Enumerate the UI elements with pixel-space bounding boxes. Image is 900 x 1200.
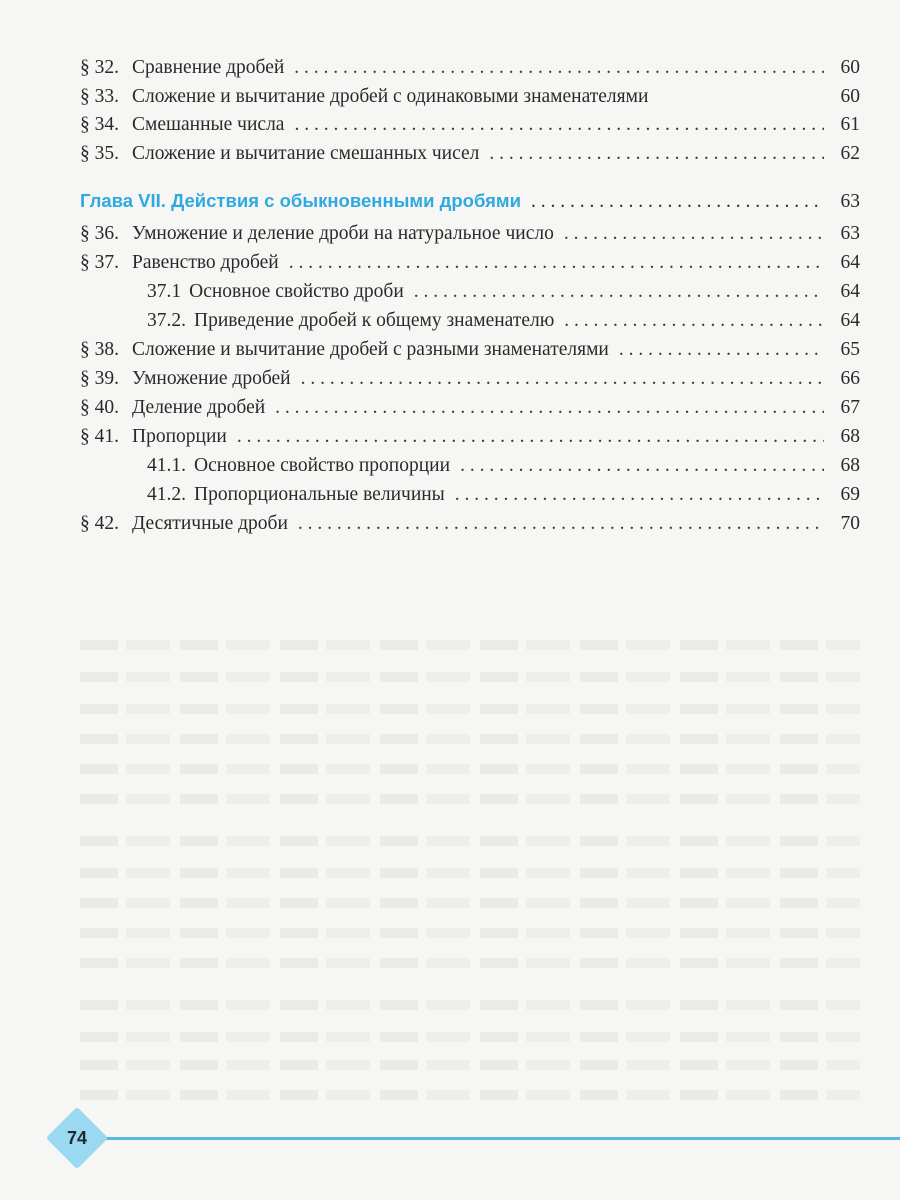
toc-page-number: 63 [840, 223, 860, 244]
toc-entry-number: § 41. [80, 426, 119, 447]
dot-leader [298, 512, 824, 536]
toc-page-number: 63 [840, 191, 860, 212]
toc-section [80, 85, 860, 109]
toc-entry-number: § 42. [80, 513, 119, 534]
dot-leader [301, 367, 824, 391]
toc-entry-number: § 34. [80, 114, 119, 135]
toc-entry-title: Деление дробей [132, 397, 266, 418]
toc-entry-number: § 36. [80, 223, 119, 244]
toc-subsection [147, 483, 860, 507]
toc-entry-title: Смешанные числа [132, 114, 285, 135]
toc-page-number: 67 [840, 397, 860, 418]
toc-entry-title: Сложение и вычитание дробей с разными знаменателями [132, 339, 609, 360]
toc-entry-number: 37.1 [147, 281, 182, 302]
toc-entry-title: Глава VII. Действия с обыкновенными дробями [80, 190, 521, 211]
toc-page-number: 70 [840, 513, 860, 534]
toc-page-number: 64 [840, 281, 860, 302]
dot-leader [414, 280, 824, 304]
toc-page-number: 61 [840, 114, 860, 135]
footer-rule [100, 1137, 900, 1140]
toc-entry-title: Сложение и вычитание дробей с одинаковыми знаменателями [132, 86, 649, 107]
dot-leader [564, 222, 824, 246]
toc-section [80, 338, 860, 362]
toc-entry-number: 41.1. [147, 455, 186, 476]
toc-page-number: 62 [840, 143, 860, 164]
toc-section [80, 425, 860, 449]
toc-entry-number: § 32. [80, 57, 119, 78]
toc-entry-title: Приведение дробей к общему знаменателю [194, 310, 555, 331]
toc-subsection [147, 309, 860, 333]
dot-leader [531, 190, 824, 214]
dot-leader [489, 142, 824, 166]
toc-entry-number: § 35. [80, 143, 119, 164]
toc-entry-number: § 40. [80, 397, 119, 418]
toc-entry-title: Основное свойство дроби [189, 281, 404, 302]
toc-section [80, 512, 860, 536]
toc-section [80, 222, 860, 246]
toc-page-number: 69 [840, 484, 860, 505]
toc-page-number: 60 [840, 57, 860, 78]
toc-entry-number: § 33. [80, 86, 119, 107]
dot-leader [294, 56, 824, 80]
toc-entry-number: § 38. [80, 339, 119, 360]
toc-entry-title: Умножение и деление дроби на натуральное число [132, 223, 554, 244]
toc-entry-title: Умножение дробей [132, 368, 291, 389]
toc-page-number: 65 [840, 339, 860, 360]
toc-entry-number: 37.2. [147, 310, 186, 331]
toc-section [80, 56, 860, 80]
dot-leader [455, 483, 824, 507]
toc-entry-title: Равенство дробей [132, 252, 279, 273]
toc-entry-number: § 37. [80, 252, 119, 273]
dot-leader [460, 454, 824, 478]
toc-page-number: 68 [840, 455, 860, 476]
page-number-badge [46, 1107, 108, 1169]
toc-entry-title: Пропорции [132, 426, 227, 447]
toc-page-number: 66 [840, 368, 860, 389]
toc-entry-title: Пропорциональные величины [194, 484, 445, 505]
toc-entry-number: § 39. [80, 368, 119, 389]
toc-section [80, 142, 860, 166]
toc-page-number: 60 [840, 86, 860, 107]
toc-entry-title: Основное свойство пропорции [194, 455, 451, 476]
toc-section [80, 251, 860, 275]
toc-entry-title: Десятичные дроби [132, 513, 288, 534]
dot-leader [294, 113, 824, 137]
toc-entry-title: Сравнение дробей [132, 57, 285, 78]
toc-section [80, 113, 860, 137]
toc-section [80, 367, 860, 391]
page-number: 74 [66, 1127, 88, 1148]
toc-section [80, 396, 860, 420]
toc-page-number: 64 [840, 252, 860, 273]
toc-page-number: 64 [840, 310, 860, 331]
dot-leader [619, 338, 824, 362]
toc-page-number: 68 [840, 426, 860, 447]
dot-leader [564, 309, 824, 333]
dot-leader [275, 396, 824, 420]
toc-entry-number: 41.2. [147, 484, 186, 505]
toc-subsection [147, 454, 860, 478]
toc-subsection [147, 280, 860, 304]
dot-leader [289, 251, 824, 275]
dot-leader [237, 425, 824, 449]
toc-chapter [80, 189, 860, 214]
toc-entry-title: Сложение и вычитание смешанных чисел [132, 143, 480, 164]
